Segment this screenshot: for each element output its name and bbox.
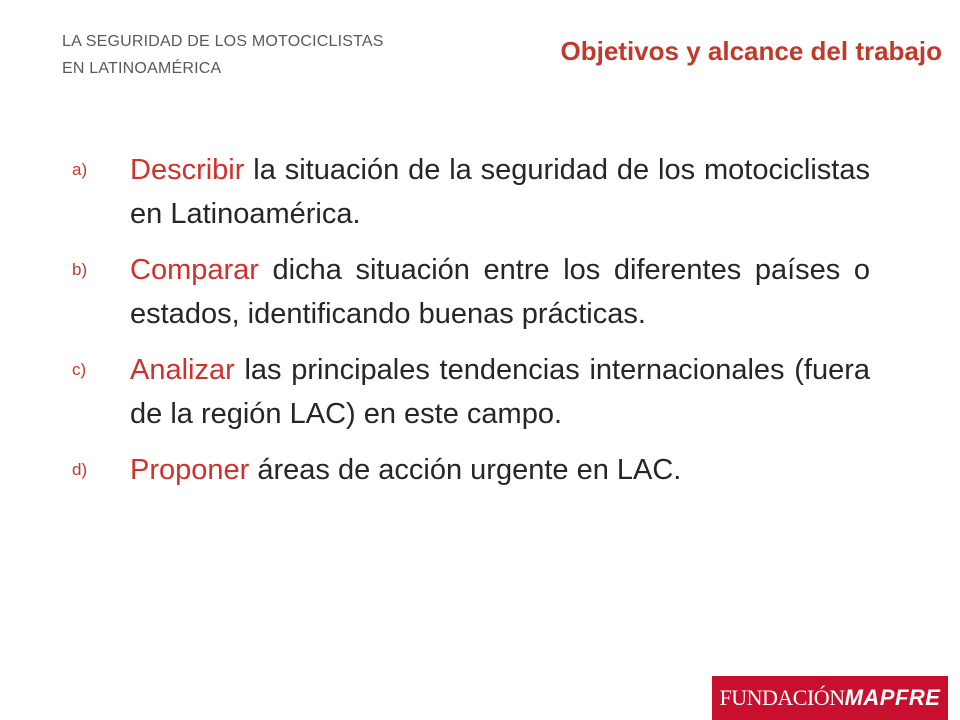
subtitle-line-2: EN LATINOAMÉRICA	[62, 60, 222, 77]
objective-verb: Comparar	[130, 254, 259, 286]
objective-text	[130, 148, 870, 236]
subtitle-line-1: LA SEGURIDAD DE LOS MOTOCICLISTAS	[62, 33, 384, 50]
list-marker: c)	[72, 360, 87, 379]
objective-description: la situación de la seguridad de los motociclistas en Latinoamérica.	[130, 154, 870, 230]
list-item	[72, 348, 870, 436]
list-item	[72, 248, 870, 336]
objective-text	[130, 248, 870, 336]
list-marker: b)	[72, 260, 88, 279]
objective-verb: Analizar	[130, 354, 235, 386]
objectives-list	[72, 148, 870, 504]
logo-text-fundacion: FUNDACIÓN	[719, 685, 845, 710]
objective-text	[130, 448, 870, 492]
list-item	[72, 148, 870, 236]
objective-description: dicha situación entre los diferentes países o estados, identificando buenas prácticas.	[130, 254, 870, 330]
objective-verb: Describir	[130, 154, 245, 186]
objective-verb: Proponer	[130, 454, 250, 486]
objective-text	[130, 348, 870, 436]
objective-description: las principales tendencias internacionales (fuera de la región LAC) en este campo.	[130, 354, 870, 430]
fundacion-mapfre-logo	[712, 676, 948, 720]
presentation-subtitle	[62, 28, 462, 82]
logo-text-mapfre: MAPFRE	[844, 685, 941, 710]
objective-description: áreas de acción urgente en LAC.	[249, 454, 682, 486]
slide-title: Objetivos y alcance del trabajo	[560, 36, 942, 66]
list-marker: d)	[72, 460, 88, 479]
list-item	[72, 448, 870, 492]
list-marker: a)	[72, 160, 88, 179]
